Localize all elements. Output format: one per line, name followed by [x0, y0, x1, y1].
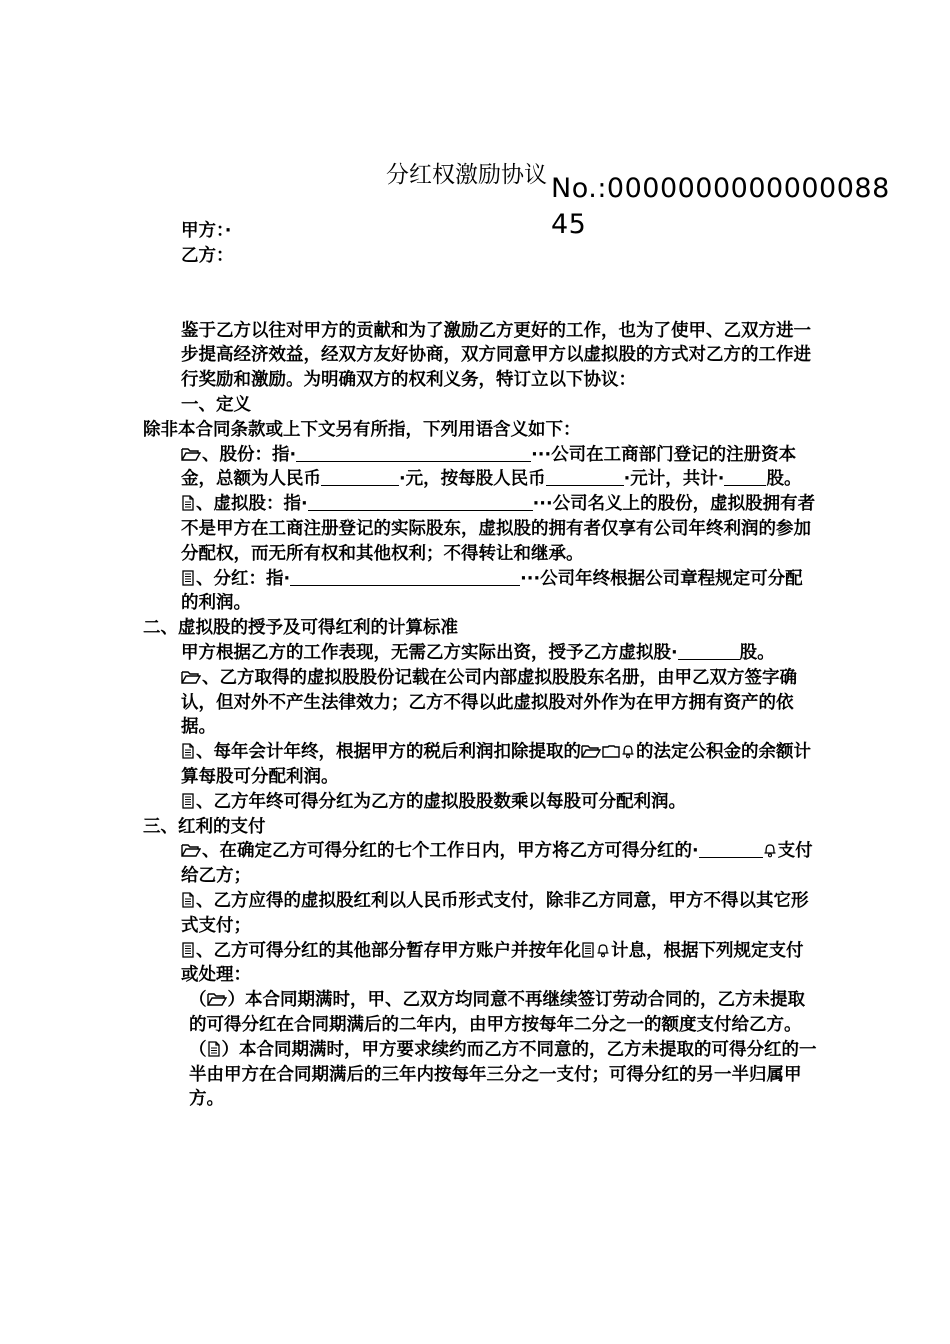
documents-icon [181, 570, 195, 586]
section-1-intro: 除非本合同条款或上下文另有所指，下列用语含义如下： [143, 419, 581, 440]
document-icon [181, 892, 195, 908]
documents-icon [181, 942, 195, 958]
preamble: 鉴于乙方以往对甲方的贡献和为了激励乙方更好的工作，也为了使甲、乙双方进一步提高经济效益，经双方友好协商，双方同意甲方以虚拟股的方式对乙方的工作进行奖励和激励。为明确双方的权利义务，特订立以下协议： [181, 320, 811, 391]
clause-2-3: 、乙方年终可得分红为乙方的虚拟股股数乘以每股可分配利润。 [143, 790, 818, 815]
documents-icon [181, 793, 195, 809]
clause-3-3: 、乙方可得分红的其他部分暂存甲方账户并按年化 计息，根据下列规定支付或处理： [181, 940, 804, 986]
blank-payout-ratio [699, 840, 763, 858]
blank-capital-amount [321, 468, 399, 486]
blank-company-name-3 [290, 568, 520, 586]
clause-1-3: 、分红：指· ···公司年终根据公司章程规定可分配的利润。 [181, 568, 803, 614]
clause-3-3-2: （ ）本合同期满时，甲方要求续约而乙方不同意的，乙方未提取的可得分红的一半由甲方在合同期满后的三年内按每年三分之一支付；可得分红的另一半归属甲方。 [189, 1039, 817, 1110]
blank-share-count [724, 468, 766, 486]
party-b-label: 乙方： [181, 245, 234, 266]
box-icon [602, 743, 620, 759]
clause-3-3-1: （ ）本合同期满时，甲、乙双方均同意不再继续签订劳动合同的，乙方未提取的可得分红在合同期满后的二年内，由甲方按每年二分之一的额度支付给乙方。 [189, 990, 805, 1035]
bell-icon [596, 942, 610, 958]
clause-3-1: 、在确定乙方可得分红的七个工作日内，甲方将乙方可得分红的· 支付给乙方； [181, 841, 813, 887]
bell-icon [621, 743, 635, 759]
section-2-heading: 二、虚拟股的授予及可得红利的计算标准 [143, 618, 458, 639]
folder-icon [181, 669, 201, 685]
document-title: 分红权激励协议 [386, 162, 547, 188]
folder-icon [581, 743, 601, 759]
clause-1-1: 、股份：指· ···公司在工商部门登记的注册资本金，总额为人民币 ·元，按每股人民币 ·元计，共计· 股。 [181, 444, 802, 490]
document-number: No.:000000000000008845 [551, 173, 890, 240]
section-1-heading: 一、定义 [181, 394, 251, 415]
clause-2-1: 、乙方取得的虚拟股股份记载在公司内部虚拟股股东名册，由甲乙双方签字确认，但对外不产生法律效力；乙方不得以此虚拟股对外作为在甲方拥有资产的依据。 [181, 667, 797, 738]
document-icon [181, 743, 195, 759]
document-body [143, 219, 818, 1112]
bell-icon [763, 842, 777, 858]
document-icon [181, 495, 195, 511]
section-3-heading: 三、红利的支付 [143, 816, 266, 837]
section-2-grant: 甲方根据乙方的工作表现，无需乙方实际出资，授予乙方虚拟股· 股。 [181, 642, 775, 663]
clause-2-2: 、每年会计年终，根据甲方的税后利润扣除提取的 的法定公积金的余额计算每股可分配利润。 [181, 742, 811, 787]
folder-icon [181, 842, 201, 858]
folder-icon [207, 991, 227, 1007]
clause-1-2: 、虚拟股：指· ···公司名义上的股份，虚拟股拥有者不是甲方在工商注册登记的实际股东，虚拟股的拥有者仅享有公司年终利润的参加分配权，而无所有权和其他权利；不得转让和继承。 [181, 494, 816, 564]
blank-company-name [296, 444, 531, 462]
blank-virtual-shares [678, 642, 740, 660]
party-a-label: 甲方：· [181, 221, 232, 241]
blank-company-name-2 [308, 493, 533, 511]
document-icon [207, 1041, 221, 1057]
folder-icon [181, 446, 201, 462]
blank-share-price [546, 468, 624, 486]
documents-icon [581, 942, 595, 958]
clause-3-2: 、乙方应得的虚拟股红利以人民币形式支付，除非乙方同意，甲方不得以其它形式支付； [181, 890, 809, 936]
